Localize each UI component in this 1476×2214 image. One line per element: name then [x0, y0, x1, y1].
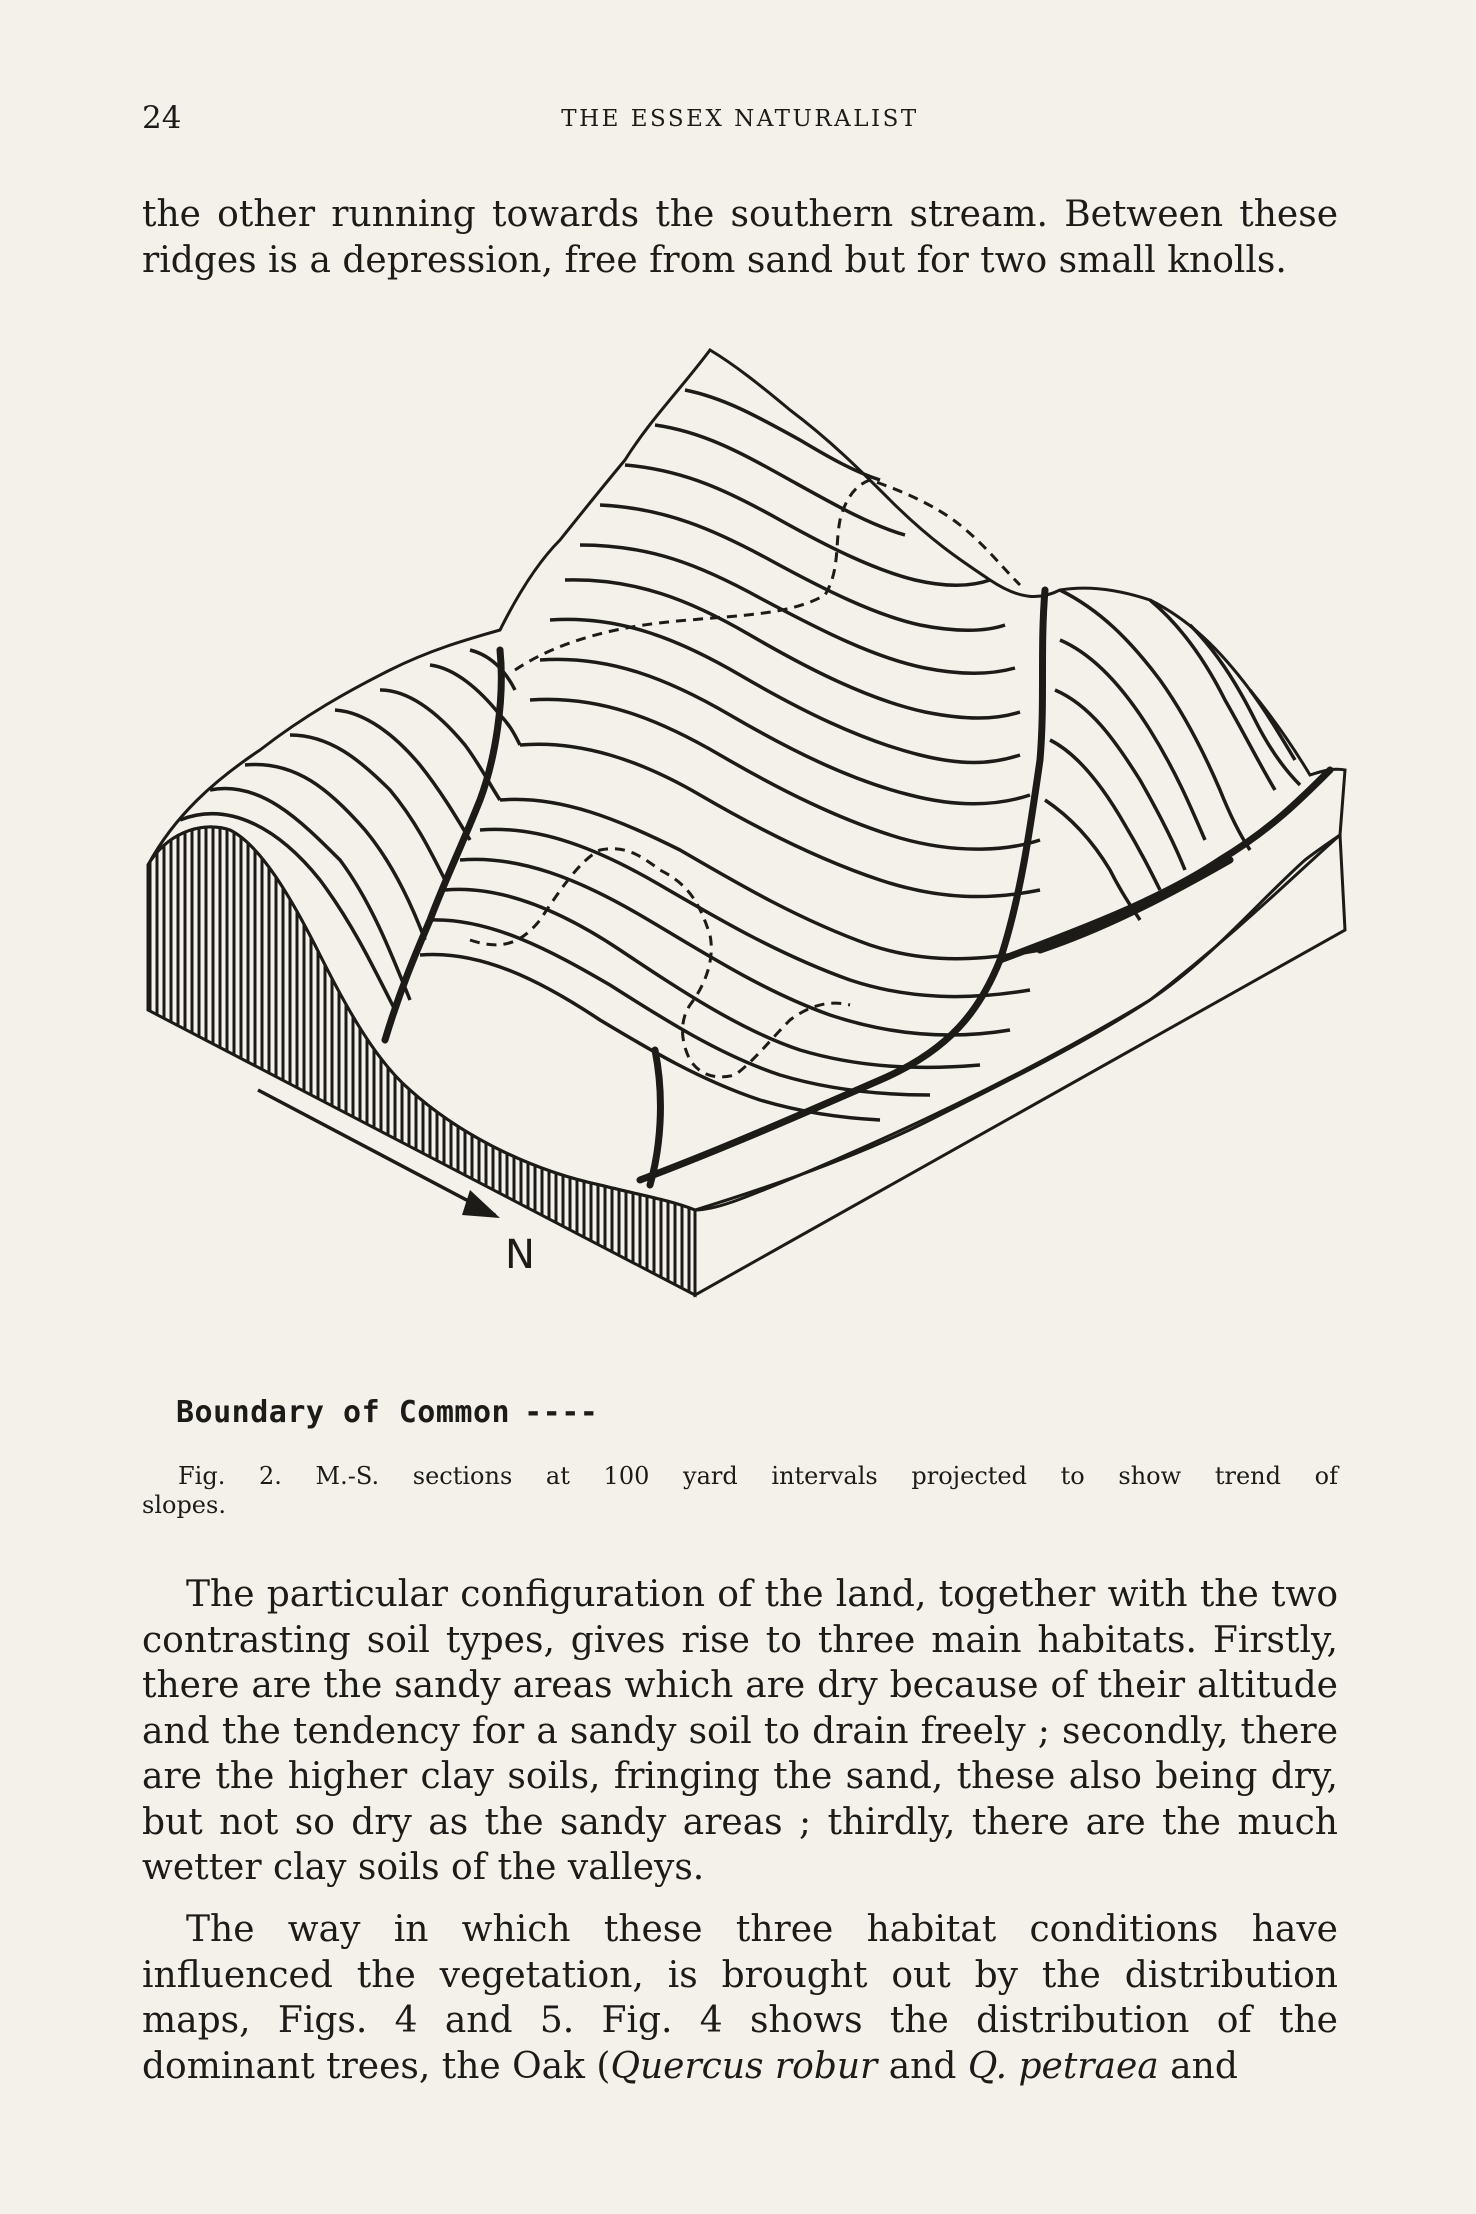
figure-legend: [176, 1395, 598, 1430]
streams: [385, 590, 1330, 1185]
opening-paragraph: the other running towards the southern stream. Between these ridges is a depression, free from sand but for two small knolls.: [142, 194, 1338, 281]
legend-label: Boundary of Common: [176, 1395, 511, 1430]
front-section-face: [148, 827, 695, 1295]
figure-caption: [142, 1462, 1338, 1520]
caption-line-1: Fig. 2. M.-S. sections at 100 yard intervals projected to show trend of: [178, 1462, 1338, 1490]
vegetation-paragraph: [142, 1907, 1338, 2089]
text-run: and: [877, 2045, 968, 2087]
side-face: [695, 835, 1345, 1295]
common-boundary: [470, 480, 1020, 1077]
legend-dash-symbol: ----: [524, 1395, 599, 1430]
text-run: The way in which these three habitat conditions have influenced the vegetation, is brought out by the distribution maps, Figs. 4 and 5. Fig. 4 shows the distribution of the dominant trees, the Oak (: [142, 1909, 1338, 2087]
page-number: 24: [142, 100, 182, 136]
habitats-paragraph: The particular configuration of the land, together with the two contrasting soil types, gives rise to three main habitats. Firstly, there are the sandy areas which are dry because of their altitude and the tendency for a sandy soil to drain freely ; secondly, there are the higher clay soils, fringing the sand, these also being dry, but not so dry as the sandy areas ; thirdly, there are the much wetter clay soils of the valleys.: [142, 1574, 1338, 1888]
north-label: N: [505, 1232, 535, 1278]
species-name-q-petraea: Q. petraea: [967, 2045, 1159, 2087]
running-title: THE ESSEX NATURALIST: [561, 106, 919, 132]
caption-line-2: slopes.: [142, 1491, 226, 1519]
text-run: and: [1158, 2045, 1238, 2087]
block-diagram-figure: [142, 335, 1352, 1325]
page-header: [142, 100, 1338, 140]
species-name-quercus-robur: Quercus robur: [610, 2045, 878, 2087]
